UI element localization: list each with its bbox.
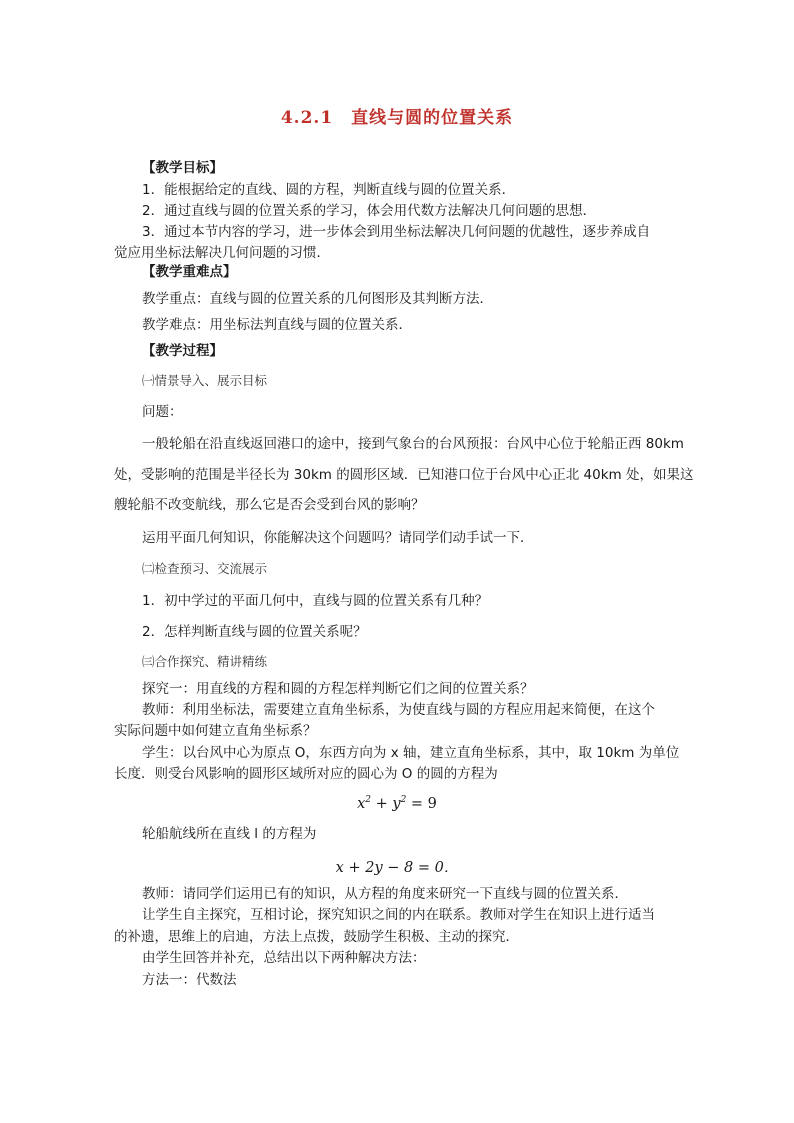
text-line: 长度．则受台风影响的圆形区域所对应的圆心为 O 的圆的方程为 [114,766,498,782]
text-line: 2．通过直线与圆的位置关系的学习，体会用代数方法解决几何问题的思想． [142,203,597,219]
text-line: 一般轮船在沿直线返回港口的途中，接到气象台的台风预报：台风中心位于轮船正西 80km [142,436,684,452]
text-line: 由学生回答并补充，总结出以下两种解决方法： [142,950,426,966]
text-line: 2．怎样判断直线与圆的位置关系呢？ [142,624,367,640]
text-line: 艘轮船不改变航线，那么它是否会受到台风的影响？ [114,497,425,513]
text-line: 让学生自主探究，互相讨论，探究知识之间的内在联系。教师对学生在知识上进行适当 [142,907,655,923]
text-line: 问题： [142,404,183,420]
text-line: 轮船航线所在直线 l 的方程为 [142,826,317,842]
text-line: 探究一：用直线的方程和圆的方程怎样判断它们之间的位置关系？ [142,681,534,697]
text-line: 教学难点：用坐标法判直线与圆的位置关系． [142,317,412,333]
subsection-heading: ㈡检查预习、交流展示 [142,561,268,576]
text-line: 的补遗，思维上的启迪，方法上点拨，鼓励学生积极、主动的探究． [114,929,519,945]
subsection-heading: ㈢合作探究、精讲精练 [142,654,268,669]
text-line: 1．能根据给定的直线、圆的方程，判断直线与圆的位置关系． [142,182,516,198]
subsection-heading: ㈠情景导入、展示目标 [142,373,268,388]
text-line: 学生：以台风中心为原点 O，东西方向为 x 轴，建立直角坐标系，其中，取 10km 为单位 [142,745,680,761]
text-line: 实际问题中如何建立直角坐标系？ [114,723,317,739]
section-heading-goals: 【教学目标】 [142,160,223,176]
text-line: 处，受影响的范围是半径长为 30km 的圆形区域．已知港口位于台风中心正北 40km 处，如果这 [114,467,694,483]
line-equation: x + 2y − 8 = 0． [335,860,459,876]
text-line: 教师：请同学们运用已有的知识，从方程的角度来研究一下直线与圆的位置关系． [142,886,628,902]
circle-equation: $x^2 + y^2 = 9$ [357,795,437,812]
text-line: 运用平面几何知识，你能解决这个问题吗？请同学们动手试一下． [142,530,534,546]
section-heading-key-points: 【教学重难点】 [142,264,237,280]
text-line: 3．通过本节内容的学习，进一步体会到用坐标法解决几何问题的优越性，逐步养成自 [142,224,651,240]
text-line: 方法一：代数法 [142,972,237,988]
page-title: 4.2.1 直线与圆的位置关系 [280,108,514,128]
text-line: 觉应用坐标法解决几何问题的习惯． [114,245,330,261]
text-line: 教师：利用坐标法，需要建立直角坐标系，为使直线与圆的方程应用起来简便，在这个 [142,702,655,718]
text-line: 1．初中学过的平面几何中，直线与圆的位置关系有几种？ [142,593,489,609]
section-heading-process: 【教学过程】 [142,343,223,359]
text-line: 教学重点：直线与圆的位置关系的几何图形及其判断方法． [142,291,493,307]
